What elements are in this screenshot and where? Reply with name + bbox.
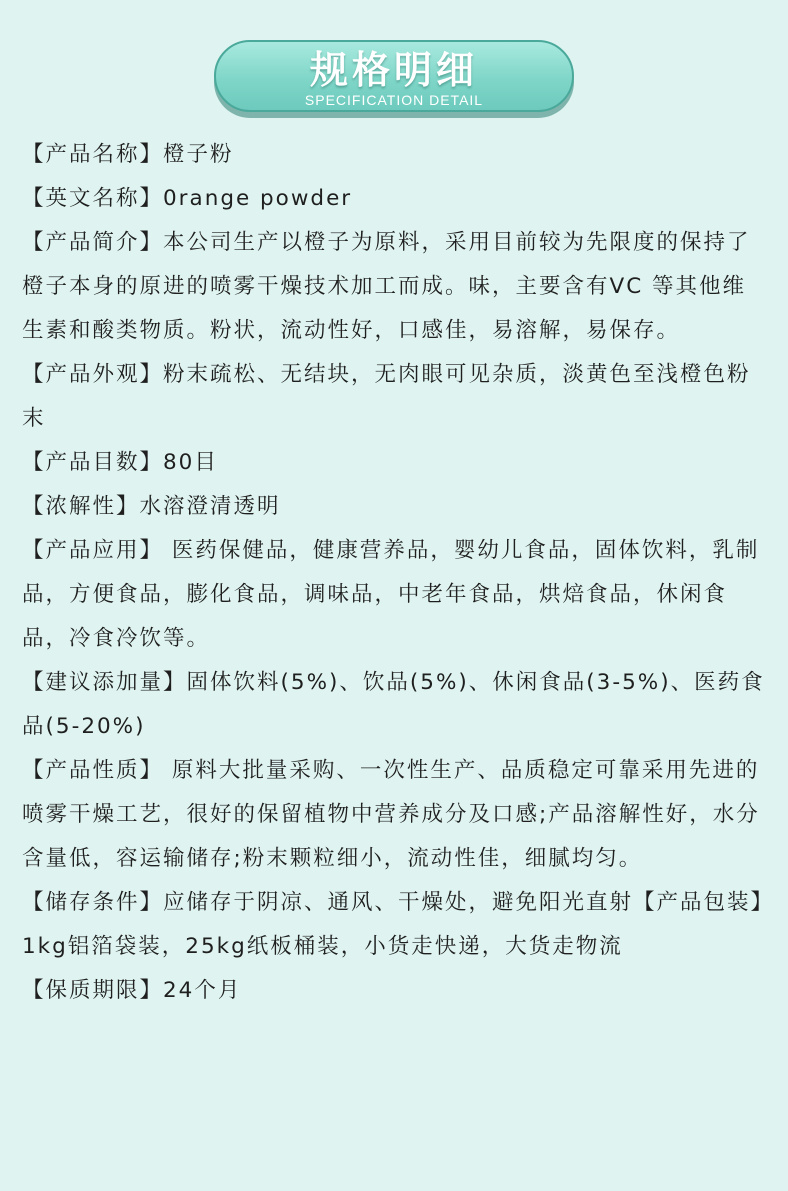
spec-mesh: 【产品目数】80目 [22,450,218,475]
badge-pill [214,40,574,112]
spec-english-name: 【英文名称】0range powder [22,186,353,211]
spec-properties: 【产品性质】 原料大批量采购、一次性生产、品质稳定可靠采用先进的喷雾干燥工艺，很好的保留植物中营养成分及口感;产品溶解性好，水分含量低，容运输储存;粉末颗粒细小，流动性佳，细腻均匀。 [22,758,760,871]
spec-appearance: 【产品外观】粉末疏松、无结块，无肉眼可见杂质，淡黄色至浅橙色粉末 [22,362,751,431]
section-badge [214,40,574,118]
spec-shelf-life: 【保质期限】24个月 [22,978,242,1003]
badge-subtitle: SPECIFICATION DETAIL [304,92,484,108]
badge-title: 规格明细 [309,48,478,92]
spec-storage: 【储存条件】应储存于阴凉、通风、干燥处，避免阳光直射【产品包装】1kg铝箔袋装，25kg纸板桶装，小货走快递，大货走物流 [22,890,764,959]
spec-list [22,133,768,1013]
spec-product-name: 【产品名称】橙子粉 [22,142,234,167]
spec-intro: 【产品简介】本公司生产以橙子为原料，采用目前较为先限度的保持了橙子本身的原进的喷雾干燥技术加工而成。味，主要含有VC 等其他维生素和酸类物质。粉状，流动性好，口感佳，易溶解，易保存。 [22,230,751,343]
spec-dosage: 【建议添加量】固体饮料(5%)、饮品(5%)、休闲食品(3-5%)、医药食品(5-20%) [22,670,765,739]
spec-application: 【产品应用】 医药保健品，健康营养品，婴幼儿食品，固体饮料，乳制品，方便食品，膨化食品，调味品，中老年食品，烘焙食品，休闲食品，冷食冷饮等。 [22,538,760,651]
spec-solubility: 【浓解性】水溶澄清透明 [22,494,281,519]
